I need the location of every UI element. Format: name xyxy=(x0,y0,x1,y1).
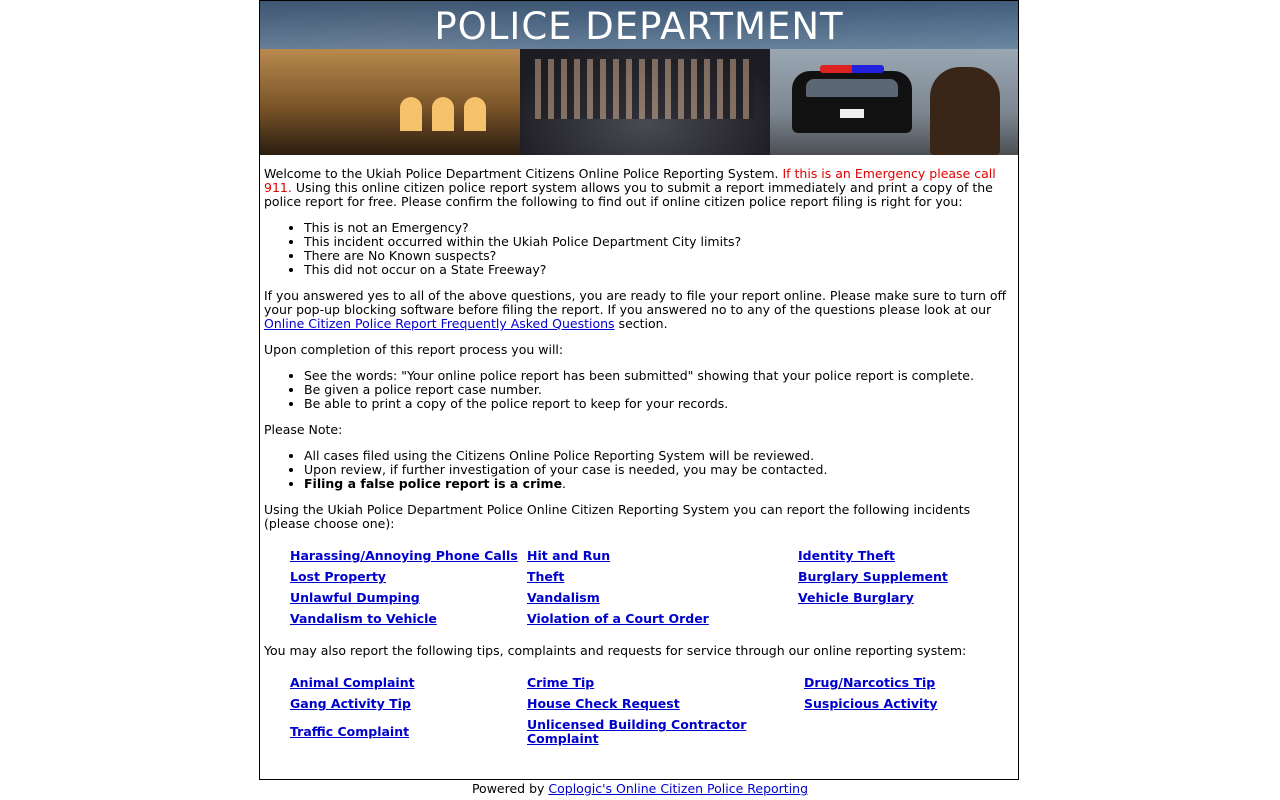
incident-link-hit-and-run[interactable]: Hit and Run xyxy=(527,548,611,563)
incident-link-court-order-violation[interactable]: Violation of a Court Order xyxy=(527,611,709,626)
list-item: • All cases filed using the Citizens Online Police Reporting System will be reviewed. xyxy=(304,449,1014,463)
incident-link-identity-theft[interactable]: Identity Theft xyxy=(798,548,896,563)
list-item: • Be given a police report case number. xyxy=(304,383,1014,397)
patrol-car-photo xyxy=(770,49,1018,155)
building-photo xyxy=(260,49,530,155)
answer-paragraph: If you answered yes to all of the above questions, you are ready to file your report online. Please make sure to turn off your pop-up blocking software before filing the report. If you answered no to any of the questions please look at our Online Citizen Police Report Frequently Asked Questions section. xyxy=(264,288,1007,331)
tip-link-drug-narcotics[interactable]: Drug/Narcotics Tip xyxy=(804,675,936,690)
eligibility-checklist xyxy=(264,221,1014,277)
officers-group-photo xyxy=(520,49,770,155)
intro-paragraph: Welcome to the Ukiah Police Department Citizens Online Police Reporting System. If this is an Emergency please call 911. Using this online citizen police report system allows you to submit a report immediately and print a copy of the police report for free. Please confirm the following to find out if online citizen police report filing is right for you: xyxy=(264,166,996,209)
mounted-officer-photo xyxy=(930,67,1000,155)
tip-link-unlicensed-contractor[interactable]: Unlicensed Building Contractor Complaint xyxy=(527,717,747,746)
tip-link-house-check[interactable]: House Check Request xyxy=(527,696,680,711)
incident-link-vandalism[interactable]: Vandalism xyxy=(527,590,600,605)
incident-link-theft[interactable]: Theft xyxy=(527,569,565,584)
tip-link-gang-activity[interactable]: Gang Activity Tip xyxy=(290,696,411,711)
incident-link-harassing-calls[interactable]: Harassing/Annoying Phone Calls xyxy=(290,548,518,563)
tip-link-suspicious-activity[interactable]: Suspicious Activity xyxy=(804,696,938,711)
tips-heading: You may also report the following tips, complaints and requests for service through our online reporting system: xyxy=(264,643,967,658)
incident-link-vehicle-burglary[interactable]: Vehicle Burglary xyxy=(798,590,914,605)
tip-link-crime-tip[interactable]: Crime Tip xyxy=(527,675,595,690)
incident-link-lost-property[interactable]: Lost Property xyxy=(290,569,386,584)
tip-link-animal-complaint[interactable]: Animal Complaint xyxy=(290,675,415,690)
tip-link-traffic-complaint[interactable]: Traffic Complaint xyxy=(290,724,410,739)
completion-heading: Upon completion of this report process you will: xyxy=(264,342,564,357)
list-item: • This incident occurred within the Ukiah Police Department City limits? xyxy=(304,235,1014,249)
page-frame xyxy=(259,0,1019,780)
incident-link-burglary-supplement[interactable]: Burglary Supplement xyxy=(798,569,948,584)
false-report-warning: Filing a false police report is a crime xyxy=(304,476,563,491)
faq-link[interactable]: Online Citizen Police Report Frequently Asked Questions xyxy=(264,316,615,331)
incident-link-unlawful-dumping[interactable]: Unlawful Dumping xyxy=(290,590,420,605)
emergency-notice: If this is an Emergency please call 911. xyxy=(264,166,996,195)
incidents-heading: Using the Ukiah Police Department Police Online Citizen Reporting System you can report the following incidents (please choose one): xyxy=(264,502,971,531)
note-list xyxy=(264,449,1014,491)
header-banner xyxy=(260,1,1018,155)
list-item: • There are No Known suspects? xyxy=(304,249,1014,263)
coplogic-link[interactable]: Coplogic's Online Citizen Police Reporting xyxy=(548,781,809,796)
incident-link-vandalism-to-vehicle[interactable]: Vandalism to Vehicle xyxy=(290,611,437,626)
list-item: • This is not an Emergency? xyxy=(304,221,1014,235)
list-item: • Upon review, if further investigation of your case is needed, you may be contacted. xyxy=(304,463,1014,477)
list-item: • This did not occur on a State Freeway? xyxy=(304,263,1014,277)
banner-title: POLICE DEPARTMENT xyxy=(434,5,844,48)
list-item: • See the words: "Your online police report has been submitted" showing that your police report is complete. xyxy=(304,369,1014,383)
footer: Powered by Coplogic's Online Citizen Police Reporting xyxy=(471,781,809,796)
main-content xyxy=(264,167,1014,543)
completion-list xyxy=(264,369,1014,411)
note-heading: Please Note: xyxy=(264,422,343,437)
list-item: • Be able to print a copy of the police report to keep for your records. xyxy=(304,397,1014,411)
list-item: • Filing a false police report is a crime. xyxy=(304,477,1014,491)
